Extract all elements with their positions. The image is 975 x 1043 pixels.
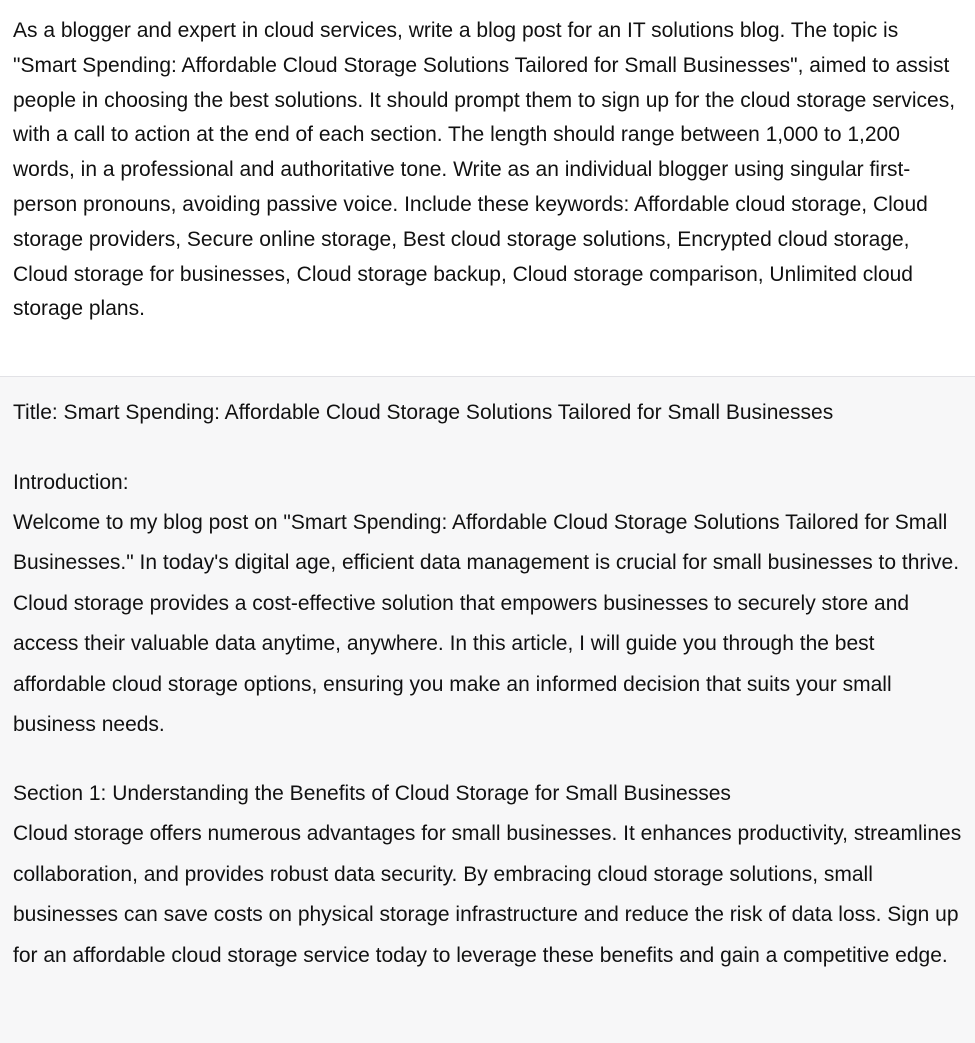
intro-paragraph: Welcome to my blog post on "Smart Spending: Affordable Cloud Storage Solutions Tailored for Small Businesses." In today's digital age, efficient data management is crucial for small businesses to thrive. Cloud storage provides a cost-effective solution that empowers businesses to securely store and access their valuable data anytime, anywhere. In this article, I will guide you through the best affordable cloud storage options, ensuring you make an informed decision that suits your small business needs. <box>13 511 965 737</box>
user-prompt-text: As a blogger and expert in cloud services, write a blog post for an IT solutions blog. The topic is "Smart Spending: Affordable Cloud Storage Solutions Tailored for Small Businesses", aimed to assist people in choosing the best solutions. It should prompt them to sign up for the cloud storage services, with a call to action at the end of each section. The length should range between 1,000 to 1,200 words, in a professional and authoritative tone. Write as an individual blogger using singular first-person pronouns, avoiding passive voice. Include these keywords: Affordable cloud storage, Cloud storage providers, Secure online storage, Best cloud storage solutions, Encrypted cloud storage, Cloud storage for businesses, Cloud storage backup, Cloud storage comparison, Unlimited cloud storage plans. <box>13 19 961 321</box>
assistant-message <box>0 377 975 976</box>
intro-heading: Introduction: <box>13 471 129 494</box>
response-title: Title: Smart Spending: Affordable Cloud Storage Solutions Tailored for Small Businesses <box>13 401 834 424</box>
user-message <box>0 0 975 377</box>
section1-heading: Section 1: Understanding the Benefits of Cloud Storage for Small Businesses <box>13 782 731 806</box>
section1-paragraph: Cloud storage offers numerous advantages for small businesses. It enhances productivity, streamlines collaboration, and provides robust data security. By embracing cloud storage solutions, small businesses can save costs on physical storage infrastructure and reduce the risk of data loss. Sign up for an affordable cloud storage service today to leverage these benefits and gain a competitive edge. <box>13 822 968 967</box>
paragraph-spacer <box>13 745 967 774</box>
